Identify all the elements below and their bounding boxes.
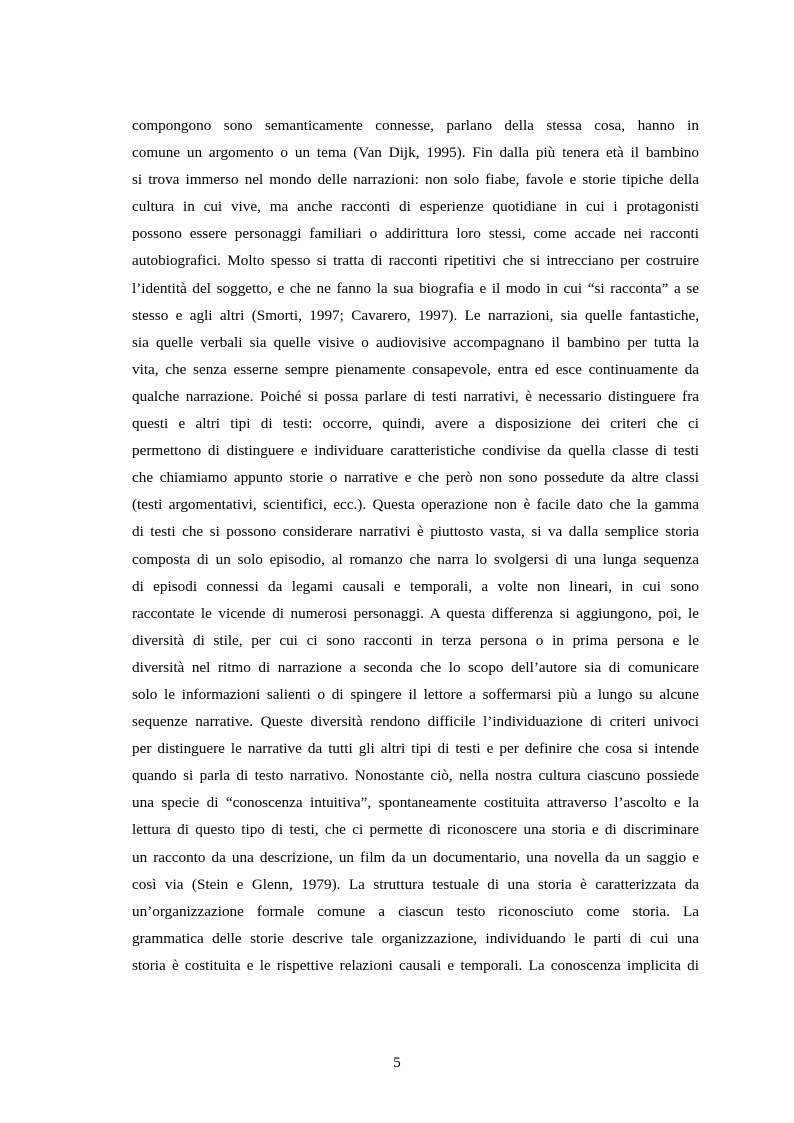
text-line: autobiografici. Molto spesso si tratta di racconti ripetitivi che si intrecciano per costruire: [132, 252, 699, 270]
text-line: per distinguere le narrative da tutti gli altri tipi di testi e per definire che cosa si intende: [132, 740, 699, 758]
text-line: stesso e agli altri (Smorti, 1997; Cavarero, 1997). Le narrazioni, sia quelle fantastiche,: [132, 306, 699, 324]
text-line: raccontate le vicende di numerosi personaggi. A questa differenza si aggiungono, poi, le: [132, 604, 699, 622]
text-line: composta di un solo episodio, al romanzo che narra lo svolgersi di una lunga sequenza: [132, 550, 699, 568]
text-line: una specie di “conoscenza intuitiva”, spontaneamente costituita attraverso l’ascolto e la: [132, 794, 699, 812]
text-line: l’identità del soggetto, e che ne fanno la sua biografia e il modo in cui “si racconta” a se: [132, 279, 699, 297]
text-line: vita, che senza esserne sempre pienamente consapevole, entra ed esce continuamente da: [132, 360, 699, 378]
text-line: possono essere personaggi familiari o addirittura loro stessi, come accade nei racconti: [132, 225, 699, 243]
text-line: cultura in cui vive, ma anche racconti di esperienze quotidiane in cui i protagonisti: [132, 198, 699, 216]
text-line: di testi che si possono considerare narrativi è piuttosto vasta, si va dalla semplice storia: [132, 523, 699, 541]
text-line: lettura di questo tipo di testi, che ci permette di riconoscere una storia e di discriminare: [132, 821, 699, 839]
text-line: di episodi connessi da legami causali e temporali, a volte non lineari, in cui sono: [132, 577, 699, 595]
text-line: storia è costituita e le rispettive relazioni causali e temporali. La conoscenza implicita di: [132, 956, 699, 974]
text-line: diversità di stile, per cui ci sono racconti in terza persona o in prima persona e le: [132, 631, 699, 649]
text-line: quando si parla di testo narrativo. Nonostante ciò, nella nostra cultura ciascuno possiede: [132, 767, 699, 785]
page-number: 5: [393, 1055, 401, 1071]
body-text: [132, 112, 699, 979]
text-line: un’organizzazione formale comune a ciascun testo riconosciuto come storia. La: [132, 902, 699, 920]
text-line: compongono sono semanticamente connesse, parlano della stessa cosa, hanno in: [132, 117, 699, 134]
text-line: questi e altri tipi di testi: occorre, quindi, avere a disposizione dei criteri che ci: [132, 415, 699, 433]
text-line: permettono di distinguere e individuare caratteristiche condivise da quella classe di testi: [132, 442, 699, 460]
text-line: che chiamiamo appunto storie o narrative e che però non sono possedute da altre classi: [132, 469, 699, 487]
text-line: un racconto da una descrizione, un film da un documentario, una novella da un saggio e: [132, 848, 699, 866]
text-line: sequenze narrative. Queste diversità rendono difficile l’individuazione di criteri univoci: [132, 713, 699, 731]
text-line: diversità nel ritmo di narrazione a seconda che lo scopo dell’autore sia di comunicare: [132, 658, 699, 676]
text-line: qualche narrazione. Poiché si possa parlare di testi narrativi, è necessario distinguere fra: [132, 387, 699, 405]
text-line: grammatica delle storie descrive tale organizzazione, individuando le parti di cui una: [132, 929, 699, 947]
text-line: così via (Stein e Glenn, 1979). La struttura testuale di una storia è caratterizzata da: [132, 875, 699, 893]
text-line: comune un argomento o un tema (Van Dijk, 1995). Fin dalla più tenera età il bambino: [132, 144, 699, 162]
text-line: solo le informazioni salienti o di spingere il lettore a soffermarsi più a lungo su alcune: [132, 685, 699, 703]
text-line: si trova immerso nel mondo delle narrazioni: non solo fiabe, favole e storie tipiche della: [132, 171, 699, 189]
text-line: (testi argomentativi, scientifici, ecc.). Questa operazione non è facile dato che la gamma: [132, 496, 699, 514]
text-line: sia quelle verbali sia quelle visive o audiovisive accompagnano il bambino per tutta la: [132, 333, 699, 351]
